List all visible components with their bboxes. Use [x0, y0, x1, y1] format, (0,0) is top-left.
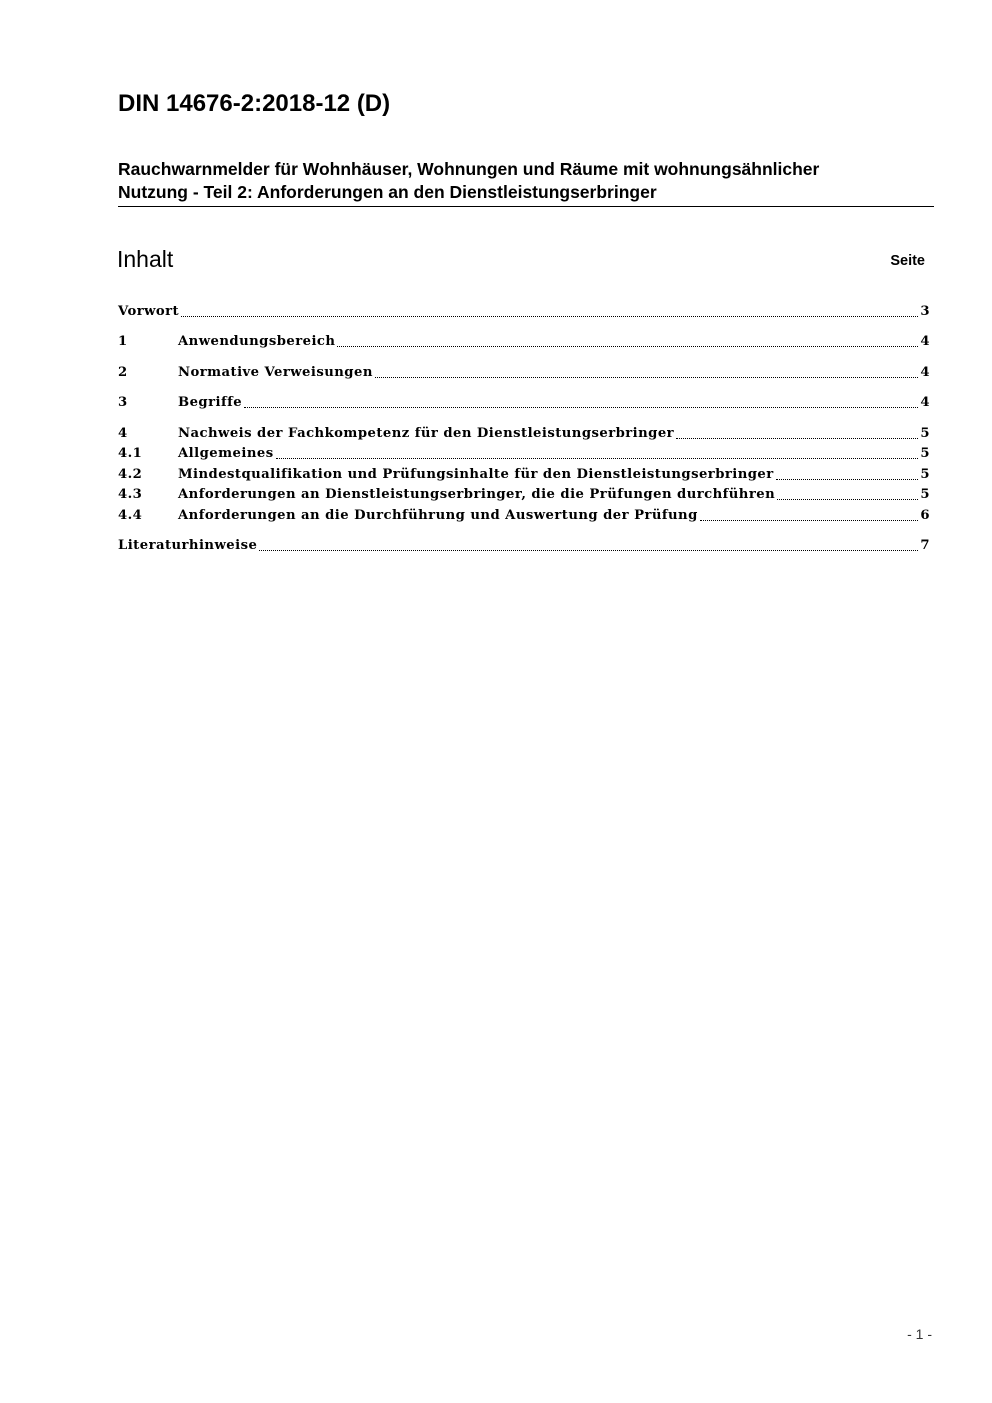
toc-entry-number: 4.2	[118, 467, 143, 482]
toc-entry-literaturhinweise[interactable]	[118, 535, 930, 556]
toc-leader-dots	[181, 301, 918, 317]
toc-entry-text: Allgemeines	[178, 446, 274, 461]
toc-entry-4-3[interactable]	[118, 484, 930, 505]
toc-entry-page: 3	[920, 304, 930, 319]
document-number: DIN 14676-2:2018-12 (D)	[118, 90, 391, 117]
toc-entry-number: 4.4	[118, 508, 143, 523]
toc-entry-3[interactable]	[118, 392, 930, 413]
toc-entry-page: 7	[920, 538, 930, 553]
toc-entry-text: Anforderungen an die Durchführung und Auswertung der Prüfung	[178, 508, 698, 523]
toc-entry-page: 5	[920, 426, 930, 441]
document-title	[118, 158, 934, 207]
toc-leader-dots	[276, 443, 919, 459]
toc-entry-page: 5	[920, 446, 930, 461]
toc-entry-page: 4	[920, 395, 930, 410]
toc-entry-vorwort[interactable]	[118, 301, 930, 322]
document-title-line-2: Nutzung - Teil 2: Anforderungen an den Dienstleistungserbringer	[118, 182, 657, 202]
toc-entry-number: 4.1	[118, 446, 143, 461]
toc-entry-text: Normative Verweisungen	[178, 365, 373, 380]
toc-page-label: Seite	[890, 253, 925, 269]
toc-entry-text: Anwendungsbereich	[178, 334, 336, 349]
toc-leader-dots	[700, 505, 919, 521]
toc-entry-text: Begriffe	[178, 395, 243, 410]
toc-entry-page: 5	[920, 487, 930, 502]
toc-entry-text: Nachweis der Fachkompetenz für den Dienstleistungserbringer	[178, 426, 675, 441]
toc-entry-4-2[interactable]	[118, 464, 930, 485]
page-number: - 1 -	[907, 1326, 932, 1342]
toc-entry-page: 4	[920, 334, 930, 349]
toc-entry-4-4[interactable]	[118, 505, 930, 526]
toc-leader-dots	[259, 535, 918, 551]
toc-entry-page: 4	[920, 365, 930, 380]
toc-entry-page: 6	[920, 508, 930, 523]
toc-entry-number: 4	[118, 426, 128, 441]
toc-entry-number: 2	[118, 365, 128, 380]
toc-leader-dots	[776, 464, 919, 480]
toc-leader-dots	[244, 392, 918, 408]
toc-leader-dots	[676, 423, 918, 439]
toc-entry-page: 5	[920, 467, 930, 482]
toc-entry-number: 1	[118, 334, 128, 349]
toc-entry-text: Vorwort	[118, 304, 180, 319]
toc-entry-text: Anforderungen an Dienstleistungserbringer, die die Prüfungen durchführen	[178, 487, 776, 502]
toc-entry-number: 3	[118, 395, 128, 410]
toc-leader-dots	[777, 484, 918, 500]
toc-entry-1[interactable]	[118, 331, 930, 352]
toc-leader-dots	[337, 331, 918, 347]
toc-entry-text: Literaturhinweise	[118, 538, 258, 553]
toc-entry-4[interactable]	[118, 423, 930, 444]
toc-leader-dots	[375, 362, 919, 378]
toc-entry-2[interactable]	[118, 362, 930, 383]
toc-entry-text: Mindestqualifikation und Prüfungsinhalte für den Dienstleistungserbringer	[178, 467, 774, 482]
toc-heading: Inhalt	[117, 246, 174, 272]
document-title-line-1: Rauchwarnmelder für Wohnhäuser, Wohnungen und Räume mit wohnungsähnlicher	[118, 159, 820, 179]
toc-entry-number: 4.3	[118, 487, 143, 502]
toc-entry-4-1[interactable]	[118, 443, 930, 464]
